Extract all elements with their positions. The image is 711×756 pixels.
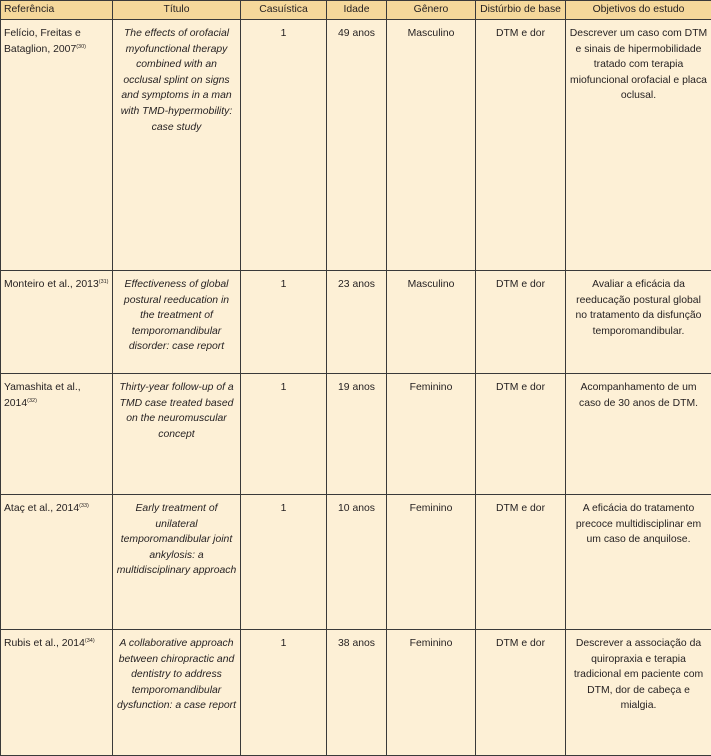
cell-genero: Feminino [387, 630, 476, 756]
header-titulo: Título [113, 1, 241, 20]
cell-disturbio: DTM e dor [476, 374, 566, 495]
cell-referencia [1, 374, 113, 495]
header-casuistica: Casuística [241, 1, 327, 20]
table-row [1, 20, 711, 271]
reference-text: Ataç et al., 2014 [4, 503, 79, 514]
reference-superscript: (30) [76, 44, 86, 50]
reference-text: Rubis et al., 2014 [4, 638, 85, 649]
cell-objetivos: Descrever a associação da quiropraxia e terapia tradicional em paciente com DTM, dor de cabeça e mialgia. [566, 630, 711, 756]
cell-idade: 23 anos [327, 271, 387, 374]
reference-text: Felício, Freitas e Bataglion, 2007 [4, 28, 81, 55]
reference-text: Yamashita et al., 2014 [4, 382, 81, 409]
cell-referencia [1, 495, 113, 630]
cell-disturbio: DTM e dor [476, 630, 566, 756]
header-referencia: Referência [1, 1, 113, 20]
cell-titulo: The effects of orofacial myofunctional therapy combined with an occlusal splint on signs and symptoms in a man with TMD-hypermobility: case study [113, 20, 241, 271]
cell-referencia [1, 20, 113, 271]
reference-text: Monteiro et al., 2013 [4, 279, 99, 290]
cell-objetivos: Descrever um caso com DTM e sinais de hipermobilidade tratado com terapia miofuncional orofacial e placa oclusal. [566, 20, 711, 271]
cell-referencia [1, 630, 113, 756]
cell-disturbio: DTM e dor [476, 20, 566, 271]
reference-superscript: (34) [85, 638, 95, 644]
cell-genero: Masculino [387, 271, 476, 374]
cell-objetivos: Avaliar a eficácia da reeducação postural global no tratamento da disfunção temporomandibular. [566, 271, 711, 374]
header-disturbio: Distúrbio de base [476, 1, 566, 20]
reference-superscript: (31) [99, 279, 109, 285]
header-row [1, 1, 711, 20]
cell-objetivos: Acompanhamento de um caso de 30 anos de DTM. [566, 374, 711, 495]
cell-casuistica: 1 [241, 630, 327, 756]
cell-casuistica: 1 [241, 495, 327, 630]
cell-referencia [1, 271, 113, 374]
header-idade: Idade [327, 1, 387, 20]
reference-superscript: (32) [27, 398, 37, 404]
cell-casuistica: 1 [241, 20, 327, 271]
cell-genero: Feminino [387, 374, 476, 495]
cell-titulo: Early treatment of unilateral temporomandibular joint ankylosis: a multidisciplinary approach [113, 495, 241, 630]
cell-idade: 38 anos [327, 630, 387, 756]
cell-disturbio: DTM e dor [476, 495, 566, 630]
header-objetivos: Objetivos do estudo [566, 1, 711, 20]
cell-casuistica: 1 [241, 271, 327, 374]
table-row [1, 374, 711, 495]
cell-casuistica: 1 [241, 374, 327, 495]
cell-titulo: Effectiveness of global postural reeducation in the treatment of temporomandibular disorder: case report [113, 271, 241, 374]
table-row [1, 630, 711, 756]
table-row [1, 495, 711, 630]
cell-genero: Masculino [387, 20, 476, 271]
cell-titulo: A collaborative approach between chiropractic and dentistry to address temporomandibular dysfunction: a case report [113, 630, 241, 756]
cell-idade: 49 anos [327, 20, 387, 271]
cell-disturbio: DTM e dor [476, 271, 566, 374]
table-row [1, 271, 711, 374]
cell-idade: 10 anos [327, 495, 387, 630]
cell-objetivos: A eficácia do tratamento precoce multidisciplinar em um caso de anquilose. [566, 495, 711, 630]
header-genero: Gênero [387, 1, 476, 20]
reference-superscript: (33) [79, 503, 89, 509]
cell-titulo: Thirty-year follow-up of a TMD case treated based on the neuromuscular concept [113, 374, 241, 495]
cell-genero: Feminino [387, 495, 476, 630]
cell-idade: 19 anos [327, 374, 387, 495]
